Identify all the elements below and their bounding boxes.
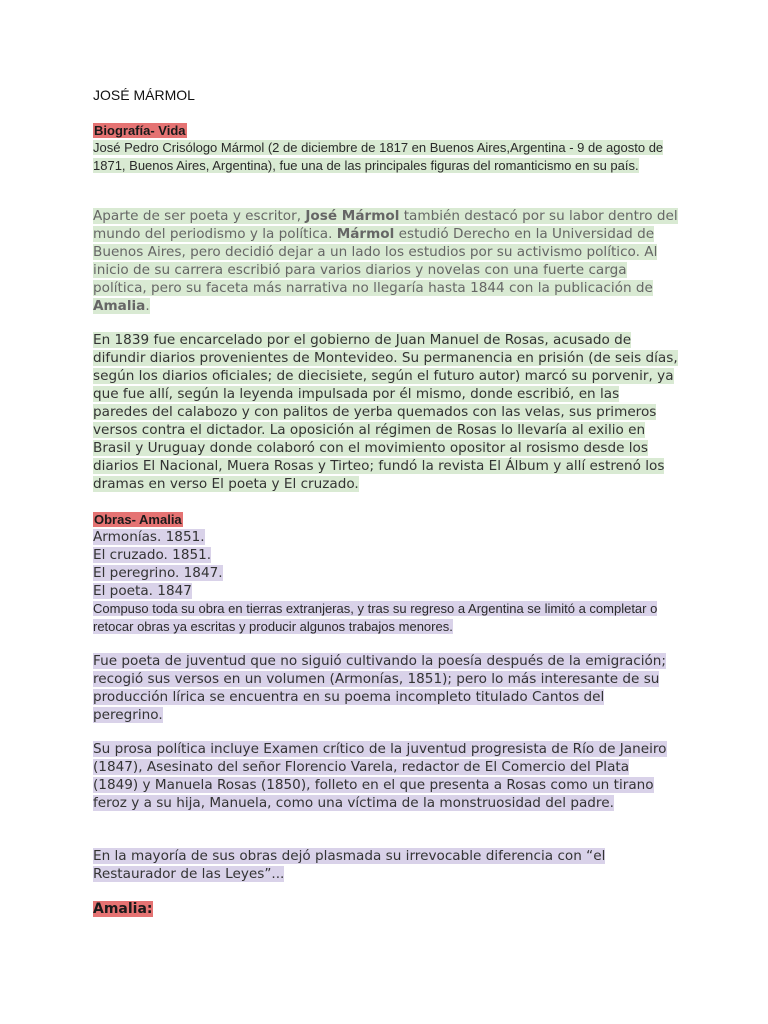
list-item [93, 564, 678, 582]
prose-text: Su prosa política incluye Examen crítico de la juventud progresista de Río de Janeiro (1847), Asesinato del señor Florencio Varela, redactor de El Comercio del Plata (1849) y Manuela Rosas (1850), folleto en el que presenta a Rosas como un tirano feroz y a su hija, Manuela, como una víctima de la monstruosidad del padre. [93, 741, 667, 811]
work-title: Armonías. 1851. [93, 529, 205, 545]
career-bold-name: José Mármol [305, 208, 400, 224]
works-note-text: Compuso toda su obra en tierras extranjeras, y tras su regreso a Argentina se limitó a completar o retocar obras ya escritas y producir algunos trabajos menores. [93, 601, 658, 634]
career-text-1: Aparte de ser poeta y escritor, [93, 208, 306, 224]
career-text [93, 208, 678, 314]
list-item [93, 582, 678, 600]
works-note [93, 600, 678, 636]
paragraph-career [93, 207, 678, 315]
work-title: El cruzado. 1851. [93, 547, 212, 563]
paragraph-prose [93, 740, 678, 812]
section-heading-amalia [93, 900, 678, 918]
prison-text: En 1839 fue encarcelado por el gobierno de Juan Manuel de Rosas, acusado de difundir diarios provenientes de Montevideo. Su permanencia en prisión (de seis días, según los diarios oficiales; de diecisiete, según el futuro autor) marcó su porvenir, ya que fue allí, según la leyenda impulsada por él mismo, donde escribió, en las paredes del calabozo y con palitos de yerba quemados con las velas, sus primeros versos contra el dictador. La oposición al régimen de Rosas lo llevaría al exilio en Brasil y Uruguay donde colaboró con el movimiento opositor al rosismo desde los diarios El Nacional, Muera Rosas y Tirteo; fundó la revista El Álbum y allí estrenó los dramas en verso El poeta y El cruzado. [93, 332, 678, 492]
difference-text: En la mayoría de sus obras dejó plasmada su irrevocable diferencia con “el Restaurador de las Leyes”... [93, 848, 606, 882]
section-heading-obras [93, 511, 678, 529]
document-title: JOSÉ MÁRMOL [93, 87, 195, 103]
career-text-3: estudió Derecho en la Universidad de Buenos Aires, pero decidió dejar a un lado los estudios por su activismo político. Al inicio de su carrera escribió para varios diarios y novelas con una fuerte carga política, pero su faceta más narrativa no llegaría hasta 1844 con la publicación de [93, 226, 658, 296]
paragraph-poetry [93, 652, 678, 724]
poetry-text: Fue poeta de juventud que no siguió cultivando la poesía después de la emigración; recogió sus versos en un volumen (Armonías, 1851); pero lo más interesante de su producción lírica se encuentra en su poema incompleto titulado Cantos del peregrino. [93, 653, 666, 723]
work-title: El peregrino. 1847. [93, 565, 223, 581]
paragraph-difference [93, 847, 678, 883]
career-text-2: también destacó por su labor dentro del mundo del periodismo y la política. [93, 208, 678, 242]
career-bold-surname: Mármol [336, 226, 395, 242]
intro-text: José Pedro Crisólogo Mármol (2 de diciembre de 1817 en Buenos Aires,Argentina - 9 de agosto de 1871, Buenos Aires, Argentina), fue una de las principales figuras del romanticismo en su país. [93, 140, 664, 173]
heading-label: Obras- Amalia [94, 512, 182, 527]
section-heading-biografia [93, 122, 678, 140]
list-item [93, 546, 678, 564]
work-title: El poeta. 1847 [93, 583, 192, 599]
paragraph-prison [93, 331, 678, 493]
intro-paragraph [93, 139, 678, 175]
heading-label: Amalia: [93, 901, 153, 917]
list-item [93, 528, 678, 546]
career-text-4: . [145, 298, 150, 314]
works-list [93, 528, 678, 600]
heading-label: Biografía- Vida [94, 123, 186, 138]
career-bold-amalia: Amalia [93, 298, 146, 314]
